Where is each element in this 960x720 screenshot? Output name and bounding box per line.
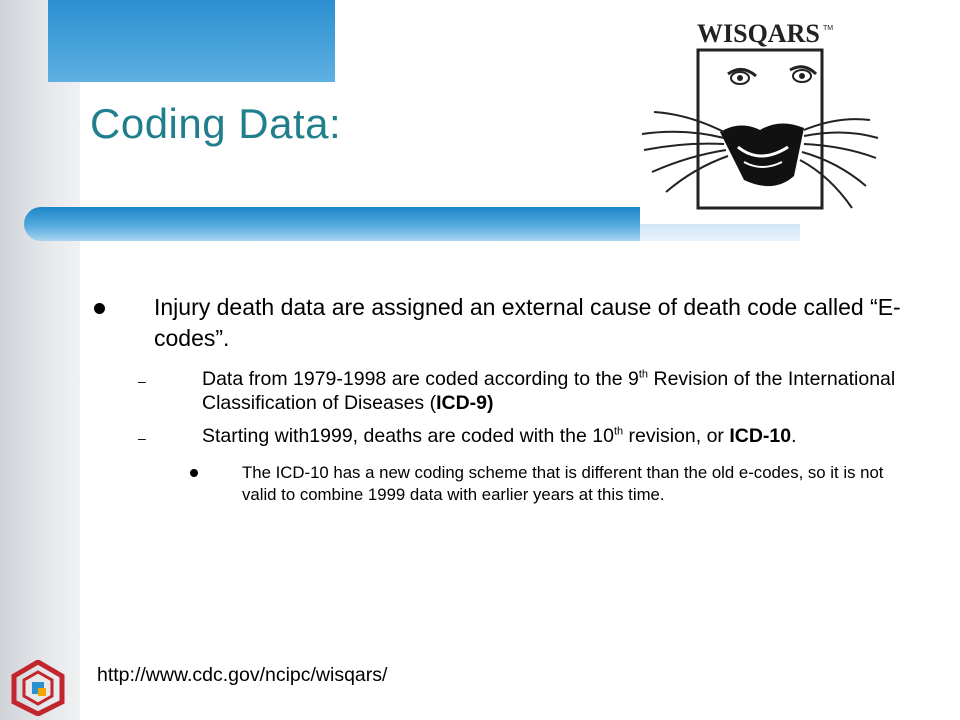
sub1-text-part2: Revision of the International Classification of Diseases ( xyxy=(202,368,896,414)
bullet-level2-icd10 xyxy=(90,424,910,448)
title-rule-bar xyxy=(24,207,640,241)
decor-left-bar xyxy=(0,0,80,720)
slide-title: Coding Data: xyxy=(90,100,342,147)
sub1-text-part1: Data from 1979-1998 are coded according to the 9 xyxy=(202,368,639,390)
sub2-superscript: th xyxy=(613,425,624,438)
logo-tm: TM xyxy=(823,25,834,32)
sub2-text-part3: . xyxy=(791,425,797,447)
wisqars-cat-logo-icon xyxy=(640,12,880,224)
corner-brand-logo-icon xyxy=(10,660,66,716)
decor-top-block xyxy=(48,0,335,82)
logo-text: WISQARS xyxy=(697,19,820,48)
sub2-text-part1: Starting with1999, deaths are coded with the 10 xyxy=(202,425,614,447)
bullet-level2-icd9 xyxy=(90,367,910,415)
dash-icon: – xyxy=(138,430,146,446)
sub2-text-part2: revision, or xyxy=(623,425,730,447)
bullet-dot-icon xyxy=(94,303,105,314)
sub1-superscript: th xyxy=(638,368,649,381)
sub1-bold: ICD-9) xyxy=(436,392,494,414)
footer-url-link[interactable]: http://www.cdc.gov/ncipc/wisqars/ xyxy=(97,664,388,686)
bullet-level3 xyxy=(90,462,910,506)
title-rule-tail xyxy=(640,224,800,241)
wisqars-logo xyxy=(640,12,880,224)
bullet-level1 xyxy=(90,292,910,354)
slide-content xyxy=(90,292,910,506)
sub2-bold: ICD-10 xyxy=(729,425,792,447)
dash-icon: – xyxy=(138,373,146,389)
bullet-dot-icon xyxy=(190,469,198,477)
bullet-level3-text: The ICD-10 has a new coding scheme that is different than the old e-codes, so it is not valid to combine 1999 data with earlier years at this time. xyxy=(242,463,884,504)
bullet-text: Injury death data are assigned an external cause of death code called “E-codes”. xyxy=(154,294,901,351)
